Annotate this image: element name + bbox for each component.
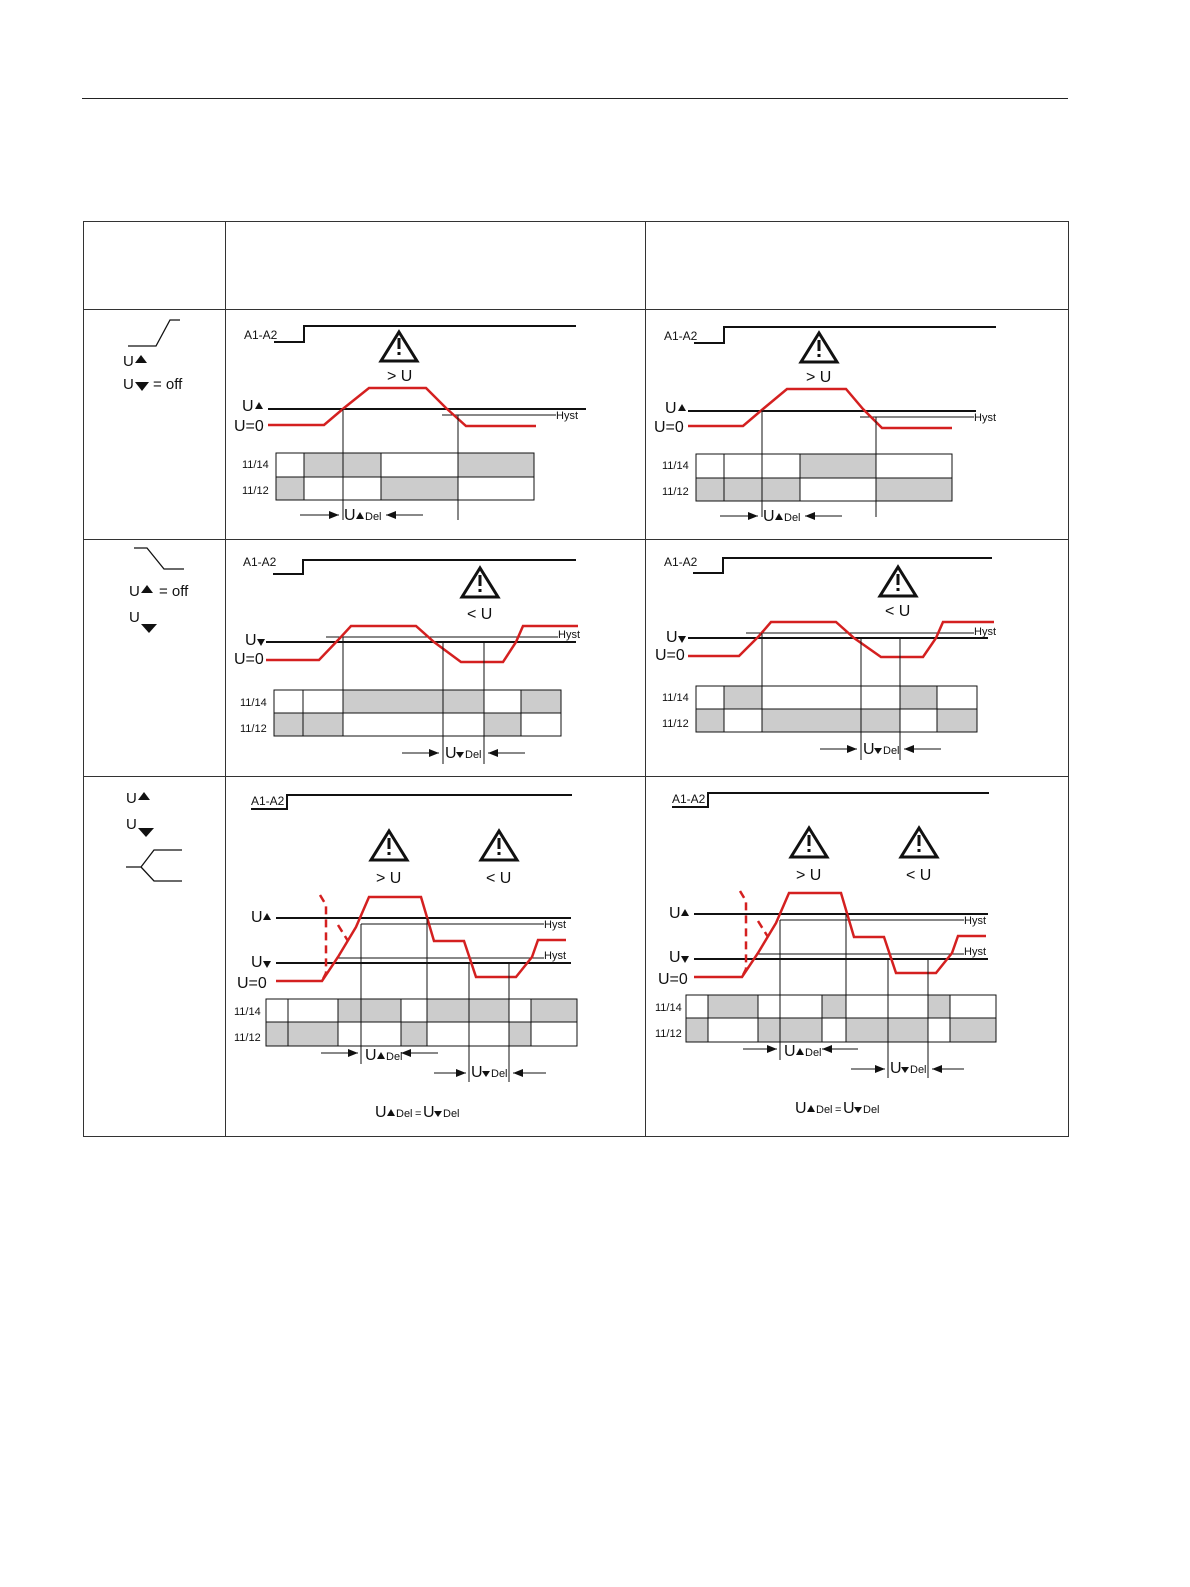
voltage-signal: [688, 622, 994, 657]
diagram-r3-left: [226, 777, 645, 1136]
diagram-r2-left: [226, 540, 645, 776]
mode-symbol-overvoltage: [84, 310, 225, 539]
transient-dashed: [740, 891, 768, 977]
over-label: > U: [387, 368, 413, 385]
mode-line1: U: [129, 583, 140, 600]
contact-nc-label: 11/12: [234, 1032, 261, 1044]
contact-table: [276, 453, 534, 500]
contact-table: [266, 999, 577, 1046]
contact-table: [696, 686, 977, 732]
u-up-label: U: [242, 398, 254, 415]
supply-label: A1-A2: [664, 555, 698, 569]
up-mark-icon: [255, 402, 263, 409]
up-arrow-icon: [135, 355, 147, 363]
supply-line: [694, 327, 996, 343]
diagram-r1-left: [226, 310, 645, 539]
eq-del2: Del: [443, 1108, 460, 1120]
mode-line2: U: [126, 816, 137, 833]
down-mark-icon: [681, 956, 689, 963]
u-down-label: U: [669, 949, 681, 966]
mode-off-text: = off: [153, 376, 183, 393]
down-mark-icon: [678, 636, 686, 643]
under-label: < U: [885, 603, 911, 620]
up-mark-icon: [678, 404, 686, 411]
delay-u: U: [344, 507, 356, 524]
supply-line: [273, 560, 576, 574]
row-window: [84, 777, 1069, 1137]
header-cell-left: [226, 222, 646, 310]
eq-sign: =: [415, 1108, 422, 1120]
eq-sign: =: [835, 1104, 842, 1116]
u-zero-label: U=0: [234, 651, 264, 668]
under-label: < U: [906, 867, 932, 884]
u-up-label: U: [669, 905, 681, 922]
voltage-signal: [694, 893, 986, 977]
header-row: [84, 222, 1069, 310]
hyst-label: Hyst: [556, 410, 578, 422]
delay-equality: [375, 1104, 460, 1121]
mode-cell-window: [84, 777, 226, 1137]
eq-del1: Del: [396, 1108, 413, 1120]
delay-u: U: [445, 745, 457, 762]
contact-table: [274, 690, 561, 736]
u-down-label: U: [245, 632, 257, 649]
warning-icon-over: [791, 828, 827, 857]
mode-line2: U: [129, 609, 140, 626]
delay-u: U: [890, 1060, 902, 1077]
eq-del2: Del: [863, 1104, 880, 1116]
mode-cell-undervoltage: [84, 540, 226, 777]
supply-line: [693, 558, 992, 573]
u-zero-label: U=0: [658, 971, 688, 988]
diagram-r3-right: [646, 777, 1068, 1136]
supply-line: [251, 795, 572, 809]
delay-indicator-down: [434, 1064, 546, 1081]
delay-u: U: [471, 1064, 483, 1081]
contact-no-label: 11/14: [662, 692, 689, 704]
delay-u: U: [763, 508, 775, 525]
down-mark-icon: [257, 639, 265, 646]
up-mark-icon: [681, 909, 689, 916]
supply-line: [672, 793, 989, 807]
voltage-signal: [266, 626, 578, 662]
delay-indicator-up: [321, 1047, 438, 1064]
down-arrow-icon: [135, 382, 149, 391]
warning-icon: [801, 333, 837, 362]
hyst-label: Hyst: [558, 629, 580, 641]
header-rule: [82, 98, 1068, 99]
delay-indicator: [820, 741, 941, 758]
delay-indicator: [402, 745, 525, 762]
u-zero-label: U=0: [654, 419, 684, 436]
row-undervoltage: [84, 540, 1069, 777]
eq-u2: U: [423, 1104, 435, 1121]
u-zero-label: U=0: [237, 975, 267, 992]
window-edge-icon: [126, 850, 182, 881]
u-zero-label: U=0: [234, 418, 264, 435]
delay-del: Del: [784, 512, 801, 524]
delay-equality: [795, 1100, 880, 1117]
delay-u: U: [863, 741, 875, 758]
contact-nc-label: 11/12: [662, 486, 689, 498]
mode-line2: U: [123, 376, 134, 393]
diagram-cell-r1-right: [646, 310, 1069, 540]
diagram-r2-right: [646, 540, 1068, 776]
diagram-cell-r2-left: [226, 540, 646, 777]
down-arrow-icon: [138, 828, 154, 837]
u-zero-label: U=0: [655, 647, 685, 664]
diagram-cell-r3-left: [226, 777, 646, 1137]
voltage-signal: [276, 897, 566, 981]
warning-icon-over: [371, 831, 407, 860]
warning-icon: [880, 567, 916, 596]
mode-line1: U: [126, 790, 137, 807]
delay-del: Del: [365, 511, 382, 523]
warning-icon-under: [481, 831, 517, 860]
over-label: > U: [796, 867, 822, 884]
delay-del: Del: [910, 1064, 927, 1076]
delay-del: Del: [386, 1051, 403, 1063]
down-arrow-icon: [141, 624, 157, 633]
contact-no-label: 11/14: [242, 459, 269, 471]
under-label: < U: [486, 870, 512, 887]
contact-no-label: 11/14: [655, 1002, 682, 1014]
u-up-label: U: [251, 909, 263, 926]
mode-symbol-window: [84, 777, 225, 1136]
contact-nc-label: 11/12: [240, 723, 267, 735]
delay-del: Del: [805, 1047, 822, 1059]
under-label: < U: [467, 606, 493, 623]
timing-table: [83, 221, 1069, 1137]
supply-label: A1-A2: [243, 555, 277, 569]
mode-line1: U: [123, 353, 134, 370]
mode-symbol-undervoltage: [84, 540, 225, 776]
supply-line: [274, 326, 576, 342]
up-arrow-icon: [141, 585, 153, 593]
rising-edge-icon: [128, 320, 180, 346]
diagram-r1-right: [646, 310, 1068, 539]
row-overvoltage: [84, 310, 1069, 540]
up-arrow-icon: [138, 792, 150, 800]
supply-label: A1-A2: [251, 794, 285, 808]
contact-no-label: 11/14: [240, 697, 267, 709]
contact-table: [696, 454, 952, 501]
diagram-cell-r3-right: [646, 777, 1069, 1137]
mode-off-text: = off: [159, 583, 189, 600]
contact-nc-label: 11/12: [242, 485, 269, 497]
delay-u: U: [365, 1047, 377, 1064]
warning-icon: [381, 332, 417, 361]
delay-indicator-down: [851, 1060, 964, 1077]
supply-label: A1-A2: [672, 792, 706, 806]
header-cell-right: [646, 222, 1069, 310]
diagram-cell-r1-left: [226, 310, 646, 540]
delay-del: Del: [465, 749, 482, 761]
eq-u1: U: [375, 1104, 387, 1121]
delay-u: U: [784, 1043, 796, 1060]
warning-icon-under: [901, 828, 937, 857]
hyst-label: Hyst: [974, 412, 996, 424]
voltage-signal: [688, 389, 952, 428]
diagram-cell-r2-right: [646, 540, 1069, 777]
delay-indicator-up: [743, 1043, 858, 1060]
u-up-label: U: [665, 400, 677, 417]
contact-nc-label: 11/12: [662, 718, 689, 730]
delay-del: Del: [883, 745, 900, 757]
mode-cell-overvoltage: [84, 310, 226, 540]
voltage-signal: [268, 388, 536, 426]
contact-nc-label: 11/12: [655, 1028, 682, 1040]
header-cell-mode: [84, 222, 226, 310]
warning-icon: [462, 568, 498, 597]
supply-label: A1-A2: [664, 329, 698, 343]
u-down-label: U: [251, 954, 263, 971]
contact-table: [686, 995, 996, 1042]
eq-u1: U: [795, 1100, 807, 1117]
lower-hyst-label: Hyst: [964, 946, 986, 958]
up-mark-icon: [263, 913, 271, 920]
lower-hyst-label: Hyst: [544, 950, 566, 962]
contact-no-label: 11/14: [234, 1006, 261, 1018]
delay-indicator: [720, 508, 842, 525]
hyst-label: Hyst: [974, 626, 996, 638]
over-label: > U: [376, 870, 402, 887]
delay-indicator: [300, 507, 423, 524]
upper-hyst-label: Hyst: [544, 919, 566, 931]
supply-label: A1-A2: [244, 328, 278, 342]
delay-del: Del: [491, 1068, 508, 1080]
eq-u2: U: [843, 1100, 855, 1117]
falling-edge-icon: [134, 548, 184, 569]
over-label: > U: [806, 369, 832, 386]
transient-dashed: [320, 895, 348, 981]
u-down-label: U: [666, 629, 678, 646]
contact-no-label: 11/14: [662, 460, 689, 472]
upper-hyst-label: Hyst: [964, 915, 986, 927]
down-mark-icon: [263, 961, 271, 968]
eq-del1: Del: [816, 1104, 833, 1116]
